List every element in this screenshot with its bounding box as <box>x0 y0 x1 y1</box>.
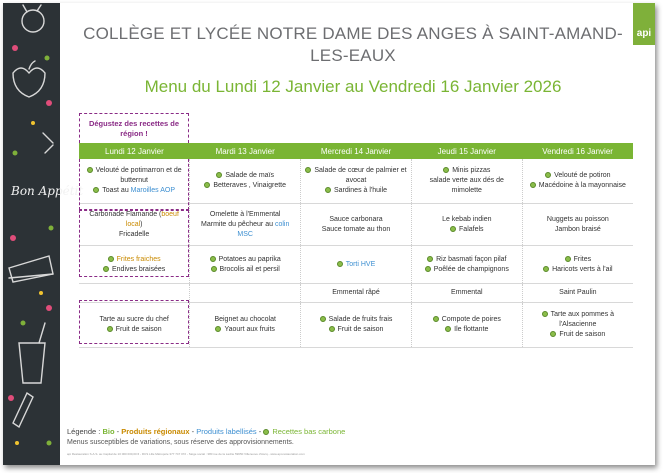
menu-cell <box>79 159 190 204</box>
menu-item-text: Frites fraiches <box>116 255 161 263</box>
low-carbon-leaf-icon <box>320 316 326 322</box>
menu-item-text: Macédoine à la mayonnaise <box>538 182 626 189</box>
menu-item <box>526 171 630 181</box>
menu-item <box>82 186 186 196</box>
menu-cell <box>301 246 412 284</box>
menu-body <box>79 159 633 348</box>
menu-cell <box>190 303 301 348</box>
menu-item <box>193 181 297 191</box>
menu-item-text: Tarte au sucre du chef <box>99 316 169 323</box>
menu-item <box>193 220 297 240</box>
menu-cell <box>411 284 522 303</box>
menu-item <box>193 171 297 181</box>
day-header: Lundi 12 Janvier <box>79 143 190 159</box>
menu-item-text: Salade de cœur de palmier et avocat <box>314 167 407 184</box>
legend-separator: - <box>256 427 264 436</box>
menu-item-text: Salade de fruits frais <box>328 316 393 323</box>
menu-item-text: Omelette à l'Emmental <box>209 210 281 218</box>
menu-item-text: Velouté de potimarron et de butternut <box>95 167 182 184</box>
menu-item-text: Poêlée de champignons <box>433 265 509 273</box>
menu-row <box>79 159 633 204</box>
api-logo: api <box>633 3 655 45</box>
menu-item-text: Tarte aux pommes à l'Alsacienne <box>550 311 615 328</box>
menu-item <box>82 210 186 230</box>
menu-cell <box>79 303 190 348</box>
menu-item-text: Potatoes au paprika <box>218 255 281 263</box>
menu-cell <box>190 246 301 284</box>
company-fineprint: api Restauration S.A.S. au Capital de 10 000 000,00 € - RCS Lille Métropole 377 747 072 - Siège social : 380 rue de la Ladrie 59650 Villeneuve d'Ascq - www.api-restauration.com <box>67 452 305 456</box>
menu-cell <box>522 246 633 284</box>
legend <box>67 427 345 436</box>
low-carbon-leaf-icon <box>433 316 439 322</box>
low-carbon-leaf-icon <box>215 326 221 332</box>
day-header: Mercredi 14 Janvier <box>301 143 412 159</box>
menu-item-text: Brocolis ail et persil <box>219 265 280 273</box>
menu-item <box>415 265 519 275</box>
menu-item-text: Sardines à l'huile <box>333 187 388 194</box>
low-carbon-leaf-icon <box>103 266 109 272</box>
low-carbon-leaf-icon <box>108 256 114 262</box>
legend-labelled: Produits labellisés <box>196 427 257 436</box>
menu-item-text: Nuggets au poisson <box>546 215 609 223</box>
glass-icon <box>19 343 45 383</box>
menu-cell <box>190 159 301 204</box>
menu-item-text: Ile flottante <box>454 326 489 333</box>
menu-item-text: Carbonade Flamande ( <box>89 210 162 218</box>
menu-item <box>526 225 630 235</box>
low-carbon-leaf-icon <box>550 331 556 337</box>
menu-item <box>82 255 186 265</box>
fork-icon <box>43 133 53 153</box>
menu-item <box>193 325 297 335</box>
menu-item-text: colin MSC <box>237 220 290 238</box>
menu-table <box>79 143 633 348</box>
menu-item-text: Jambon braisé <box>554 225 601 233</box>
menu-item <box>415 166 519 176</box>
menu-cell <box>411 159 522 204</box>
low-carbon-leaf-icon <box>325 187 331 193</box>
menu-item-text: Endives braisées <box>111 265 166 273</box>
menu-item <box>415 255 519 265</box>
menu-item <box>415 315 519 325</box>
menu-item-text: Sauce tomate au thon <box>321 225 391 233</box>
menu-cell <box>411 204 522 246</box>
menu-cell <box>301 159 412 204</box>
menu-item <box>415 176 519 196</box>
menu-item <box>82 166 186 186</box>
menu-item <box>82 265 186 275</box>
day-header: Jeudi 15 Janvier <box>411 143 522 159</box>
menu-item <box>526 330 630 340</box>
low-carbon-leaf-icon <box>565 256 571 262</box>
menu-cell <box>411 303 522 348</box>
low-carbon-leaf-icon <box>305 167 311 173</box>
menu-item <box>193 255 297 265</box>
menu-item-text: Yaourt aux fruits <box>224 326 275 333</box>
menu-item-text: Betteraves , Vinaigrette <box>213 182 287 189</box>
low-carbon-leaf-icon <box>543 266 549 272</box>
menu-item <box>526 265 630 275</box>
menu-item <box>304 260 408 270</box>
low-carbon-leaf-icon <box>450 226 456 232</box>
menu-cell <box>522 159 633 204</box>
menu-item-text: Torti HVE <box>345 260 376 268</box>
legend-separator: - <box>114 427 122 436</box>
low-carbon-leaf-icon <box>263 429 269 435</box>
low-carbon-leaf-icon <box>210 256 216 262</box>
low-carbon-leaf-icon <box>427 256 433 262</box>
menu-item-text: Maroilles AOP <box>130 187 176 194</box>
menu-item <box>526 215 630 225</box>
menu-item-text: Fruit de saison <box>337 326 384 333</box>
low-carbon-leaf-icon <box>530 182 536 188</box>
menu-item <box>82 325 186 335</box>
menu-item <box>526 288 630 298</box>
menu-item-text: Salade de maïs <box>225 172 275 179</box>
legend-separator: - <box>189 427 197 436</box>
page-title: COLLÈGE ET LYCÉE NOTRE DAME DES ANGES À SAINT-AMAND- LES-EAUX <box>83 24 623 65</box>
variation-notice: Menus susceptibles de variations, sous réserve des approvisionnements. <box>67 439 294 446</box>
menu-item <box>415 288 519 298</box>
low-carbon-leaf-icon <box>87 167 93 173</box>
menu-cell <box>79 204 190 246</box>
low-carbon-leaf-icon <box>337 261 343 267</box>
menu-item-text: boeuf local <box>125 210 179 228</box>
day-header: Mardi 13 Janvier <box>190 143 301 159</box>
menu-row <box>79 303 633 348</box>
menu-cell <box>522 303 633 348</box>
menu-item-text: Falafels <box>459 225 484 233</box>
low-carbon-leaf-icon <box>443 167 449 173</box>
low-carbon-leaf-icon <box>107 326 113 332</box>
menu-item <box>193 210 297 220</box>
menu-item-text: Fricadelle <box>118 230 150 238</box>
menu-item <box>193 315 297 325</box>
menu-item-text: Marmite du pêcheur au <box>201 220 275 228</box>
menu-page <box>3 3 655 465</box>
menu-item-text: Frites <box>573 255 592 263</box>
low-carbon-leaf-icon <box>93 187 99 193</box>
menu-row <box>79 204 633 246</box>
legend-low-carbon: Recettes bas carbone <box>272 427 346 436</box>
menu-cell <box>190 284 301 303</box>
menu-item-text: Fruit de saison <box>559 331 606 338</box>
menu-item-text: Toast au <box>102 187 131 194</box>
day-header-row <box>79 143 633 159</box>
menu-row <box>79 246 633 284</box>
pencil-icon <box>13 393 33 427</box>
turnip-icon <box>22 10 44 32</box>
menu-item <box>304 215 408 225</box>
bon-appetit-text: Bon Appétit <box>11 184 84 198</box>
apple-icon <box>13 68 45 97</box>
menu-cell <box>301 303 412 348</box>
menu-item <box>82 230 186 240</box>
menu-item-text: Minis pizzas <box>452 167 491 174</box>
menu-item <box>415 325 519 335</box>
menu-item <box>526 181 630 191</box>
chalkboard-sidebar <box>3 3 84 465</box>
menu-item-text: Le kebab indien <box>442 215 492 223</box>
menu-cell <box>522 204 633 246</box>
day-header: Vendredi 16 Janvier <box>522 143 633 159</box>
menu-item-text: Haricots verts à l'ail <box>552 265 613 273</box>
menu-cell <box>79 246 190 284</box>
menu-item-text: Velouté de potiron <box>554 172 611 179</box>
menu-item <box>304 315 408 325</box>
menu-item <box>304 288 408 298</box>
menu-cell <box>522 284 633 303</box>
low-carbon-leaf-icon <box>204 182 210 188</box>
menu-item-text: salade verte aux dés de mimolette <box>429 177 504 194</box>
menu-cell <box>190 204 301 246</box>
low-carbon-leaf-icon <box>211 266 217 272</box>
menu-item-text: Emmental râpé <box>332 289 380 296</box>
menu-item <box>304 225 408 235</box>
menu-item-text: Compote de poires <box>441 316 501 323</box>
low-carbon-leaf-icon <box>216 172 222 178</box>
low-carbon-leaf-icon <box>542 311 548 317</box>
menu-item-text: Emmental <box>451 289 483 296</box>
regional-recipes-banner: Dégustez des recettes de région ! <box>79 113 189 143</box>
low-carbon-leaf-icon <box>329 326 335 332</box>
menu-item <box>526 310 630 330</box>
menu-item-text: ) <box>140 220 143 228</box>
menu-item <box>193 265 297 275</box>
chalk-illustration <box>3 3 84 465</box>
menu-cell <box>301 284 412 303</box>
menu-item <box>526 255 630 265</box>
menu-item <box>415 225 519 235</box>
menu-item-text: Riz basmati façon pilaf <box>436 255 507 263</box>
menu-item-text: Fruit de saison <box>115 326 162 333</box>
menu-cell <box>79 284 190 303</box>
low-carbon-leaf-icon <box>445 326 451 332</box>
menu-item <box>82 315 186 325</box>
legend-prefix: Légende : <box>67 427 103 436</box>
legend-regional: Produits régionaux <box>121 427 190 436</box>
menu-item <box>304 325 408 335</box>
menu-item <box>304 166 408 186</box>
menu-row <box>79 284 633 303</box>
menu-item <box>304 186 408 196</box>
menu-subtitle: Menu du Lundi 12 Janvier au Vendredi 16 Janvier 2026 <box>144 77 562 96</box>
menu-cell <box>411 246 522 284</box>
menu-item-text: Sauce carbonara <box>329 215 383 223</box>
legend-bio: Bio <box>102 427 115 436</box>
low-carbon-leaf-icon <box>425 266 431 272</box>
menu-item-text: Beignet au chocolat <box>214 316 276 323</box>
menu-item-text: Saint Paulin <box>559 289 597 296</box>
menu-cell <box>301 204 412 246</box>
low-carbon-leaf-icon <box>545 172 551 178</box>
menu-item <box>415 215 519 225</box>
